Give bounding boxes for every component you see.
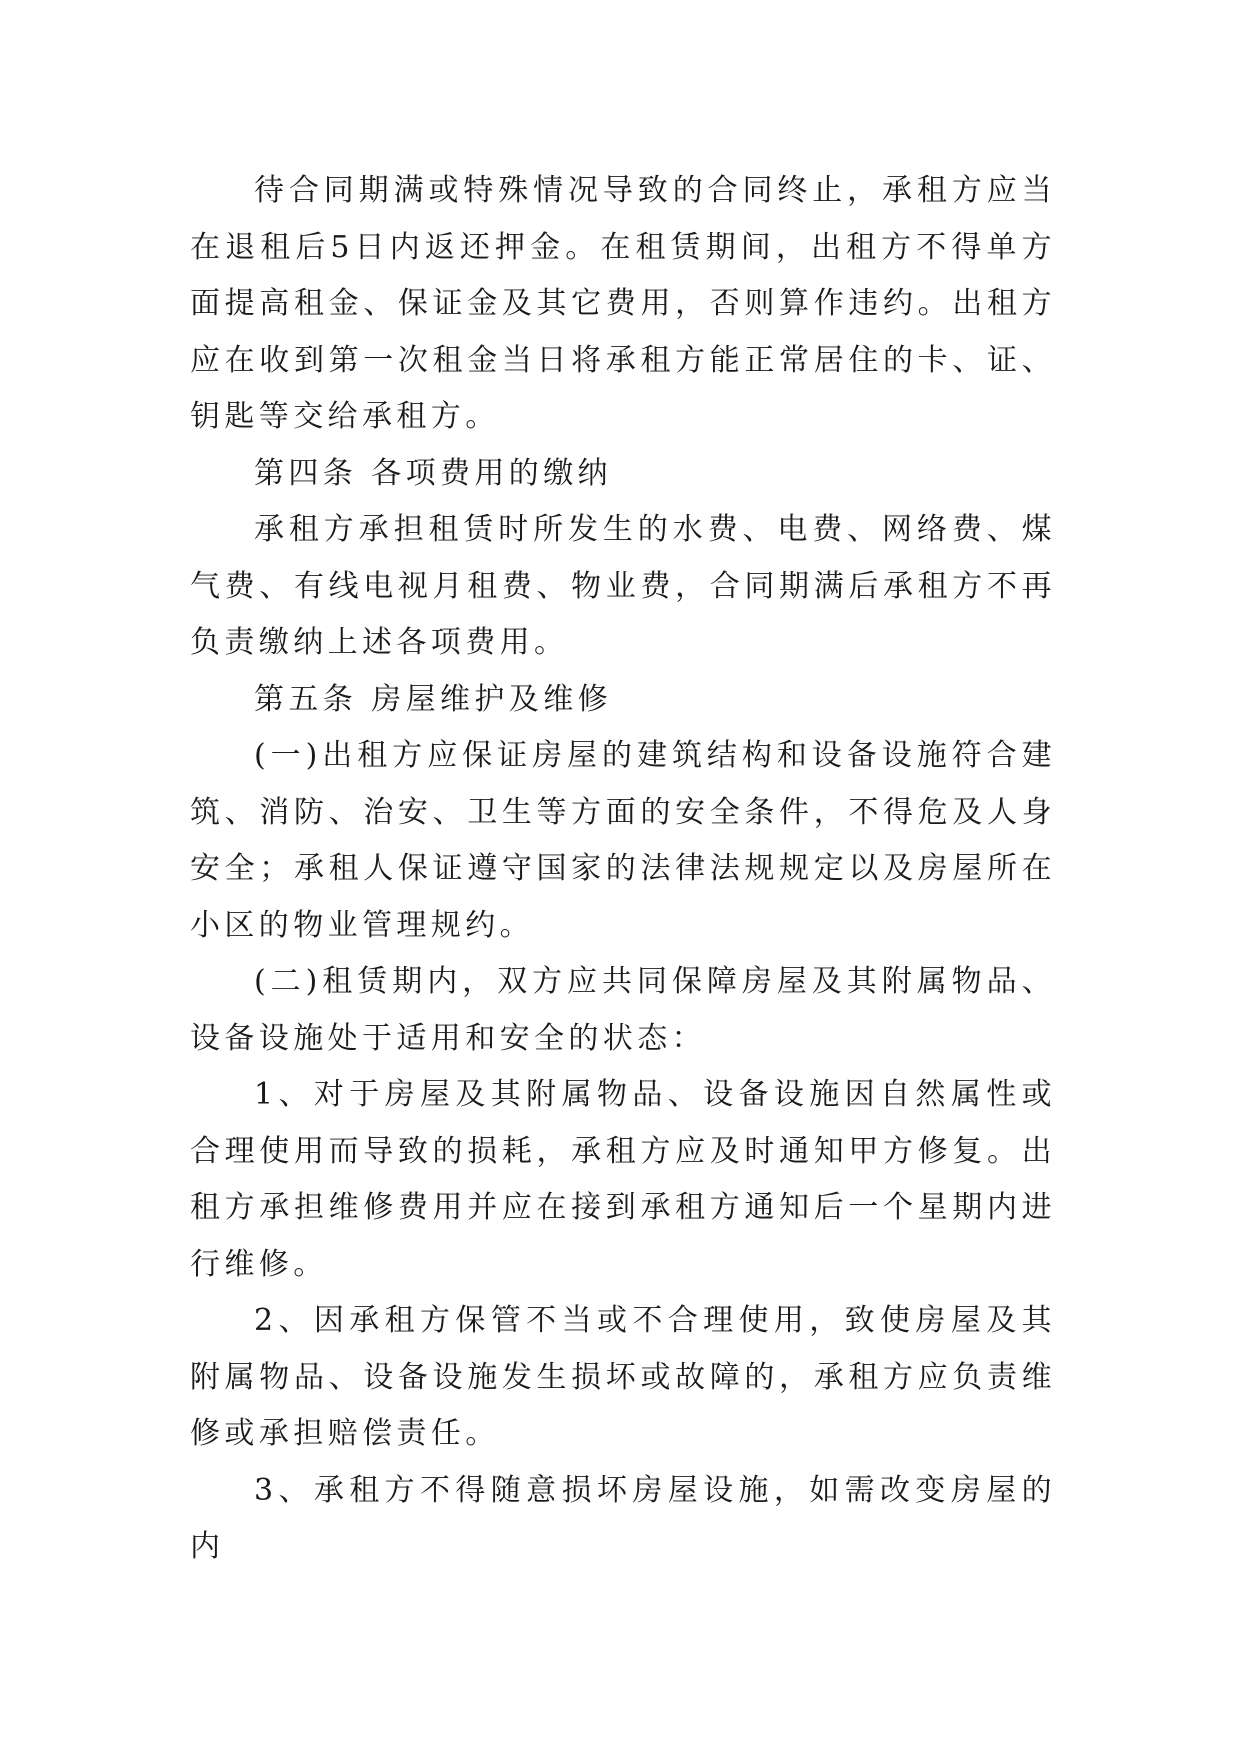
clause-1-safety: (一)出租方应保证房屋的建筑结构和设备设施符合建筑、消防、治安、卫生等方面的安全条件，不得危及人身安全；承租人保证遵守国家的法律法规规定以及房屋所在小区的物业管理规约。 [190,738,1056,943]
item-2-damage: 2、因承租方保管不当或不合理使用，致使房屋及其附属物品、设备设施发生损坏或故障的，承租方应负责维修或承担赔偿责任。 [190,1303,1056,1451]
document-body [190,163,1056,1576]
article-5-heading [190,672,1056,729]
article-5-title: 房屋维护及维修 [371,681,613,717]
article-4-heading [190,446,1056,503]
item-3-alterations: 3、承租方不得随意损坏房屋设施，如需改变房屋的内 [190,1472,1056,1564]
paragraph-fees: 承租方承担租赁时所发生的水费、电费、网络费、煤气费、有线电视月租费、物业费，合同期满后承租方不再负责缴纳上述各项费用。 [190,512,1056,660]
clause-2-maintenance: (二)租赁期内，双方应共同保障房屋及其附属物品、设备设施处于适用和安全的状态： [190,964,1056,1056]
article-4-title: 各项费用的缴纳 [371,455,613,491]
article-5-number: 第五条 [254,681,358,717]
paragraph-deposit-return: 待合同期满或特殊情况导致的合同终止，承租方应当在退租后5日内返还押金。在租赁期间，出租方不得单方面提高租金、保证金及其它费用，否则算作违约。出租方应在收到第一次租金当日将承租方能正常居住的卡、证、钥匙等交给承租方。 [190,173,1056,434]
article-4-number: 第四条 [254,455,358,491]
item-1-repairs: 1、对于房屋及其附属物品、设备设施因自然属性或合理使用而导致的损耗，承租方应及时通知甲方修复。出租方承担维修费用并应在接到承租方通知后一个星期内进行维修。 [190,1077,1056,1282]
